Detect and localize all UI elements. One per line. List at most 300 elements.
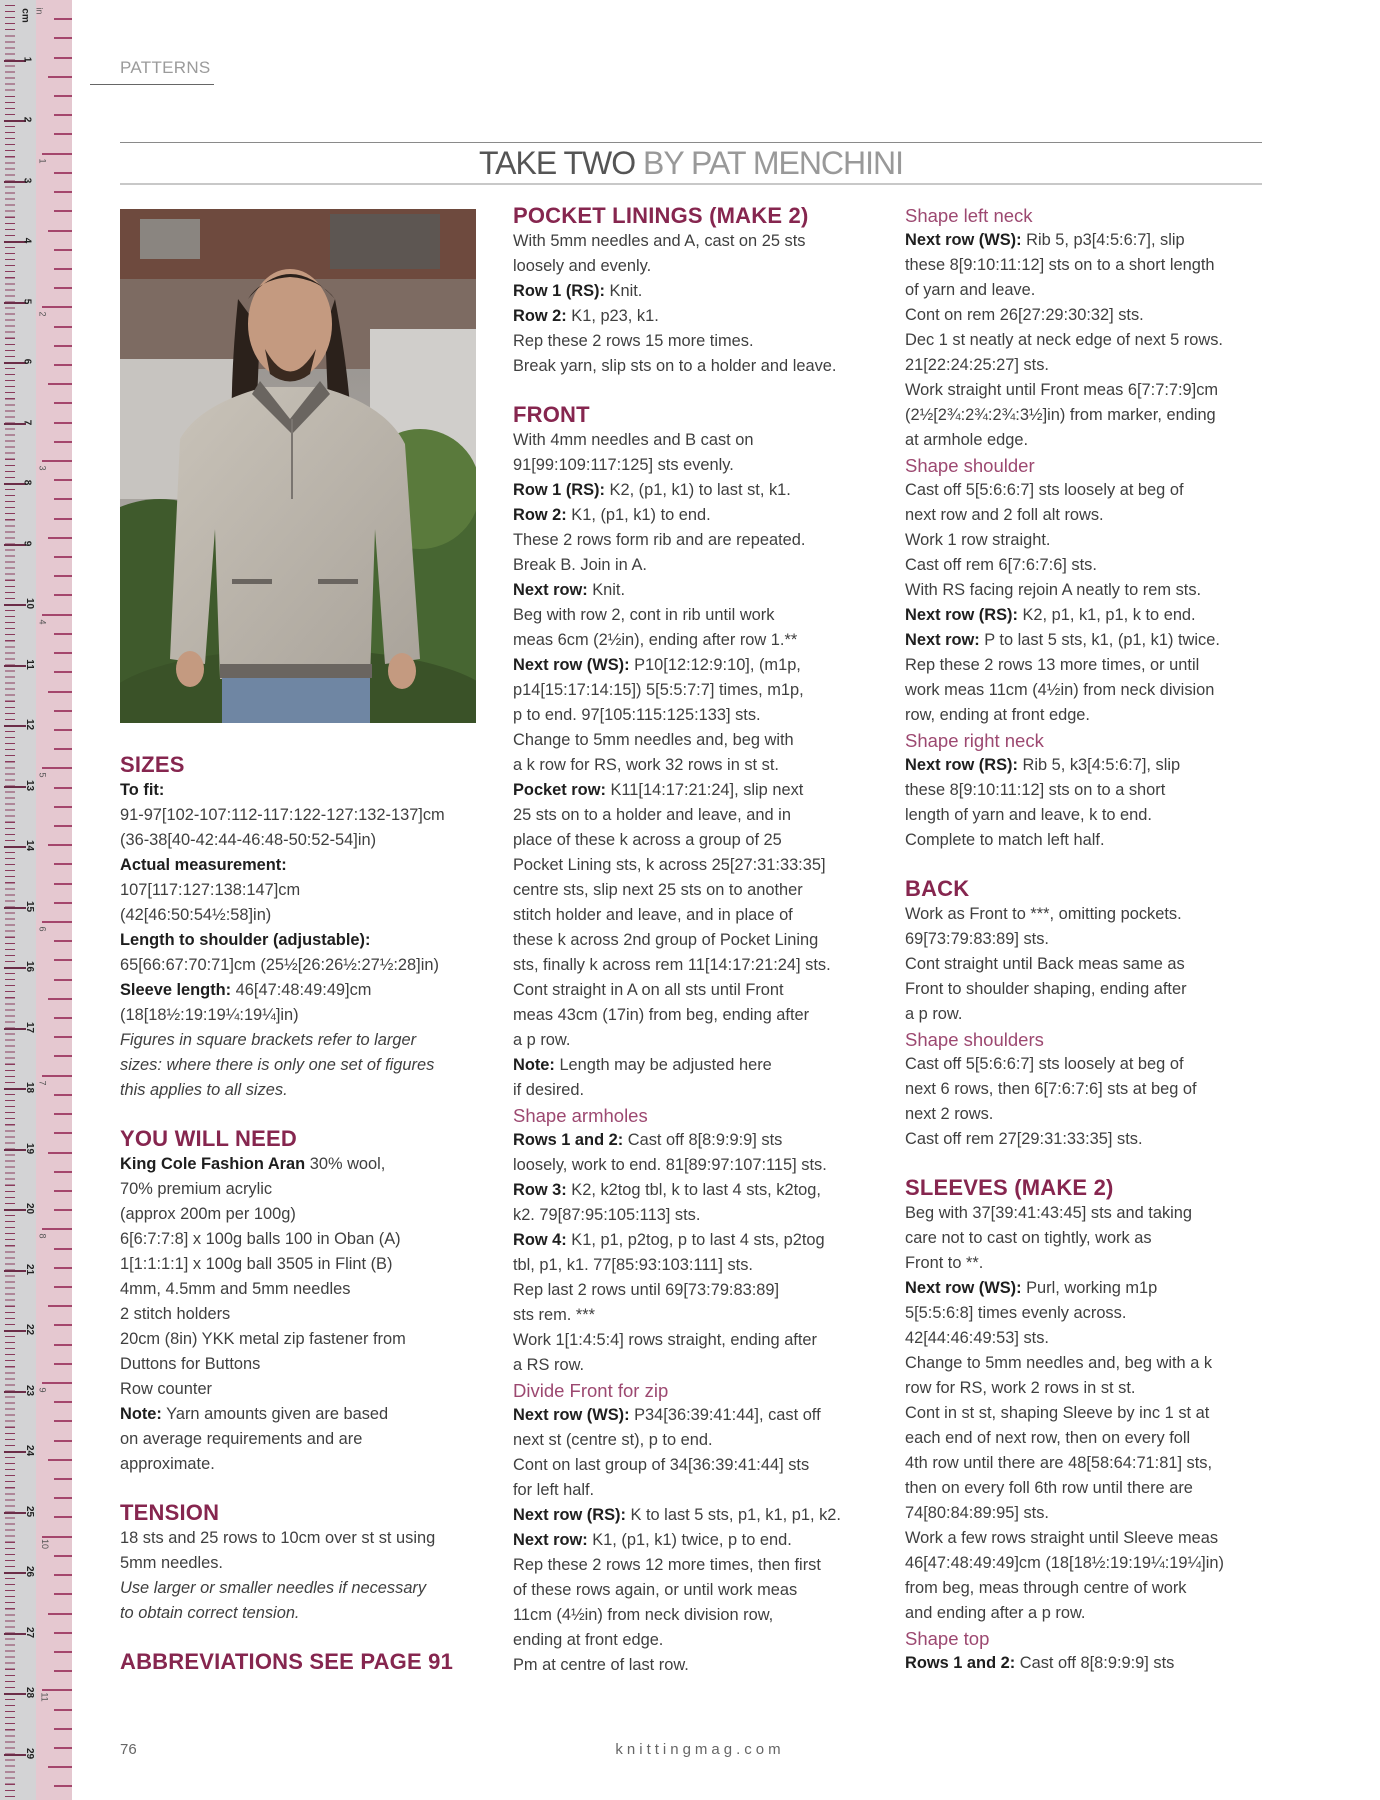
ruler-inch-tick [48, 998, 72, 1000]
instruction-line [513, 1403, 841, 1428]
section-heading: POCKET LININGS (MAKE 2) [513, 203, 809, 228]
ruler-inch-tick [48, 1305, 72, 1307]
instruction-text: Cast off 8[8:9:9:9] sts [623, 1131, 783, 1149]
instruction-text: Length may be adjusted here [554, 1056, 772, 1074]
ruler-inch-tick [54, 1709, 72, 1711]
instruction-line [513, 1328, 841, 1353]
instruction-line [513, 1178, 841, 1203]
instruction-text: a RS row. [513, 1356, 585, 1374]
instruction-text: a p row. [905, 1005, 963, 1023]
instruction-text: meas 43cm (17in) from beg, ending after [513, 1006, 810, 1024]
instruction-line [120, 1053, 453, 1078]
ruler-inch-tick [42, 153, 72, 155]
instruction-label: King Cole Fashion Aran [120, 1155, 306, 1173]
instruction-text: Cast off rem 6[7:6:7:6] sts. [905, 556, 1097, 574]
subsection-heading: Shape shoulders [905, 1029, 1044, 1050]
ruler-inch-tick [54, 902, 72, 904]
ruler-inch-number: 2 [37, 311, 48, 317]
instruction-line [905, 228, 1224, 253]
ruler-inch-tick [54, 364, 72, 366]
instruction-line [513, 1428, 841, 1453]
instruction-text: 4mm, 4.5mm and 5mm needles [120, 1280, 351, 1298]
ruler-cm-tick [4, 1270, 26, 1272]
ruler-inch-number: 1 [37, 158, 48, 164]
instruction-line [905, 1276, 1224, 1301]
instruction-line [120, 1202, 453, 1227]
instruction-label: Next row (WS): [905, 1279, 1022, 1297]
ruler-inch-tick [54, 863, 72, 865]
instruction-text: (36-38[40-42:44-46:48-50:52-54]in) [120, 831, 377, 849]
instruction-line [513, 1253, 841, 1278]
italic-note: this applies to all sizes. [120, 1081, 288, 1099]
instruction-line [905, 1251, 1224, 1276]
instruction-line [513, 279, 841, 304]
ruler-inch-number: 11 [39, 1692, 50, 1703]
ruler-inch-tick [54, 1113, 72, 1115]
ruler-cm-number: 6 [21, 358, 33, 365]
ruler-inch-tick [54, 1555, 72, 1557]
instruction-text: 18 sts and 25 rows to 10cm over st st using [120, 1529, 436, 1547]
ruler-inch-tick [54, 191, 72, 193]
instruction-line [905, 952, 1224, 977]
instruction-text: Break yarn, slip sts on to a holder and leave. [513, 357, 837, 375]
instruction-line [513, 1628, 841, 1653]
instruction-label: Row 1 (RS): [513, 282, 605, 300]
ruler-inch-tick [54, 806, 72, 808]
instruction-text: if desired. [513, 1081, 585, 1099]
instruction-text: these k across 2nd group of Pocket Lining [513, 931, 819, 949]
ruler-inch-number: 7 [37, 1080, 48, 1086]
instruction-text: Knit. [587, 581, 626, 599]
instruction-label: Note: [513, 1056, 555, 1074]
instruction-text: 91-97[102-107:112-117:122-127:132-137]cm [120, 806, 445, 824]
instruction-text: P10[12:12:9:10], (m1p, [629, 656, 801, 674]
ruler-inch-tick [48, 1613, 72, 1615]
section-heading: SLEEVES (MAKE 2) [905, 1175, 1114, 1200]
ruler-inch-number: 5 [37, 772, 48, 778]
ruler-inch-tick [54, 1190, 72, 1192]
subsection-heading: Shape right neck [905, 730, 1044, 751]
instruction-text: Cont on rem 26[27:29:30:32] sts. [905, 306, 1144, 324]
instruction-line [905, 328, 1224, 353]
instruction-line [120, 1252, 453, 1277]
ruler-inch-tick [54, 748, 72, 750]
ruler-inch-tick [42, 306, 72, 308]
ruler-inch-tick [54, 1728, 72, 1730]
instruction-text: next 2 rows. [905, 1105, 994, 1123]
ruler-cm-number: 16 [24, 960, 36, 973]
instruction-line [120, 1227, 453, 1252]
ruler-inch-tick [54, 422, 72, 424]
instruction-line [513, 1228, 841, 1253]
ruler-cm-tick [4, 1088, 26, 1090]
instruction-line [905, 1376, 1224, 1401]
instruction-line [513, 953, 841, 978]
instruction-line [513, 628, 841, 653]
ruler-cm-number: 24 [24, 1444, 36, 1457]
instruction-text: Change to 5mm needles and, beg with a k [905, 1354, 1213, 1372]
instruction-line [905, 1401, 1224, 1426]
ruler-inch-tick [54, 1324, 72, 1326]
instruction-label: Row 3: [513, 1181, 567, 1199]
instruction-line [905, 902, 1224, 927]
ruler-inch-tick [54, 479, 72, 481]
instruction-line [905, 278, 1224, 303]
instruction-line [513, 728, 841, 753]
instruction-line [513, 653, 841, 678]
instruction-text: Cont straight until Back meas same as [905, 955, 1185, 973]
ruler-inch-tick [54, 402, 72, 404]
instruction-line [905, 1201, 1224, 1226]
instruction-line [905, 503, 1224, 528]
instruction-text: K2, k2tog tbl, k to last 4 sts, k2tog, [566, 1181, 821, 1199]
instruction-line [120, 1427, 453, 1452]
ruler-cm-number: 15 [24, 900, 36, 912]
ruler-cm-number: 26 [24, 1565, 36, 1578]
ruler-inch-tick [54, 1574, 72, 1576]
instruction-line [905, 403, 1224, 428]
ruler-cm-tick [4, 786, 26, 788]
instruction-text: on average requirements and are [120, 1430, 363, 1448]
ruler-cm-number: 9 [21, 540, 33, 546]
ruler-inch-tick [42, 1075, 72, 1077]
ruler-inch-tick [54, 1209, 72, 1211]
instruction-line [905, 1576, 1224, 1601]
instruction-text: p to end. 97[105:115:125:133] sts. [513, 706, 761, 724]
instruction-text: Cont on last group of 34[36:39:41:44] sts [513, 1456, 810, 1474]
instruction-line [513, 1478, 841, 1503]
ruler-inch-tick [54, 1516, 72, 1518]
instruction-line [513, 1653, 841, 1678]
instruction-line [513, 528, 841, 553]
instruction-line [905, 1651, 1224, 1676]
instruction-line [120, 953, 453, 978]
ruler-cm-tick [4, 725, 26, 727]
instruction-line [120, 1551, 453, 1576]
instruction-text: 20cm (8in) YKK metal zip fastener from [120, 1330, 406, 1348]
instruction-line [120, 1003, 453, 1028]
ruler-inch-tick [54, 1171, 72, 1173]
italic-note: to obtain correct tension. [120, 1604, 300, 1622]
instruction-label: Next row: [513, 581, 588, 599]
instruction-line [905, 1102, 1224, 1127]
instruction-text: (2½[2¾:2¾:2¾:3½]in) from marker, ending [905, 406, 1216, 424]
ruler-cm-tick [4, 1572, 26, 1574]
instruction-line [905, 1052, 1224, 1077]
instruction-line [120, 1302, 453, 1327]
ruler-inch-tick [54, 1497, 72, 1499]
instruction-text: then on every foll 6th row until there are [905, 1479, 1193, 1497]
instruction-line [905, 1326, 1224, 1351]
ruler-cm-label: cm [19, 8, 31, 23]
ruler-inch-tick [54, 594, 72, 596]
instruction-line [513, 1153, 841, 1178]
ruler-cm-number: 23 [24, 1384, 36, 1396]
instruction-text: centre sts, slip next 25 sts on to another [513, 881, 803, 899]
instruction-line [513, 1003, 841, 1028]
instruction-line [905, 253, 1224, 278]
instruction-text: for left half. [513, 1481, 595, 1499]
instruction-text: sts, finally k across rem 11[14:17:21:24] sts. [513, 956, 831, 974]
instruction-line [120, 1377, 453, 1402]
ruler-inch-tick [54, 249, 72, 251]
ruler-inch-tick [54, 1670, 72, 1672]
ruler-inch-tick [54, 1363, 72, 1365]
instruction-text: Complete to match left half. [905, 831, 1105, 849]
ruler-inch-number: 4 [37, 619, 48, 625]
ruler-inch-tick [54, 1132, 72, 1134]
instruction-text: 30% wool, [305, 1155, 386, 1173]
ruler-inch-tick [54, 979, 72, 981]
instruction-text: K1, p23, k1. [566, 307, 659, 325]
instruction-line [905, 378, 1224, 403]
ruler-inch-scale [36, 0, 72, 1800]
instruction-text: each end of next row, then on every foll [905, 1429, 1191, 1447]
instruction-text: K1, (p1, k1) to end. [566, 506, 711, 524]
instruction-line [905, 1226, 1224, 1251]
instruction-text: 107[117:127:138:147]cm [120, 881, 301, 899]
ruler-cm-number: 18 [24, 1081, 36, 1094]
instruction-text: meas 6cm (2½in), ending after row 1.** [513, 631, 798, 649]
subsection-heading: Divide Front for zip [513, 1380, 669, 1401]
section-label: PATTERNS [120, 58, 211, 77]
instruction-line [905, 1476, 1224, 1501]
ruler-inch-number: 10 [40, 1538, 51, 1549]
instruction-text: loosely and evenly. [513, 257, 652, 275]
instruction-text: Pm at centre of last row. [513, 1656, 689, 1674]
instruction-line [905, 778, 1224, 803]
ruler-inch-tick [54, 1651, 72, 1653]
ruler-inch-tick [54, 210, 72, 212]
ruler-inch-tick [54, 345, 72, 347]
instruction-text: Change to 5mm needles and, beg with [513, 731, 794, 749]
instruction-line [120, 1028, 453, 1053]
ruler-cm-number: 29 [24, 1747, 36, 1759]
ruler-inch-number: 8 [37, 1233, 48, 1239]
instruction-text: 4th row until there are 48[58:64:71:81] sts, [905, 1454, 1213, 1472]
ruler-cm-number: 21 [24, 1263, 36, 1275]
instruction-line [120, 1277, 453, 1302]
ruler-cm-number: 2 [21, 116, 33, 123]
instruction-text: 25 sts on to a holder and leave, and in [513, 806, 791, 824]
section-heading: TENSION [120, 1500, 220, 1525]
instruction-label: To fit: [120, 781, 165, 799]
measuring-ruler [0, 0, 72, 1800]
column-right [905, 203, 1224, 1676]
ruler-inch-tick [42, 1536, 72, 1538]
ruler-cm-number: 28 [24, 1686, 36, 1699]
instruction-line [120, 1601, 453, 1626]
instruction-line [905, 753, 1224, 778]
instruction-text: from beg, meas through centre of work [905, 1579, 1187, 1597]
ruler-cm-tick [4, 846, 26, 848]
ruler-inch-tick [54, 729, 72, 731]
ruler-inch-tick [54, 825, 72, 827]
instruction-line [120, 878, 453, 903]
ruler-inch-tick [54, 18, 72, 20]
instruction-line [513, 578, 841, 603]
instruction-text: Cont straight in A on all sts until Front [513, 981, 784, 999]
ruler-cm-tick [4, 1391, 26, 1393]
instruction-text: of yarn and leave. [905, 281, 1036, 299]
ruler-inch-tick [54, 1344, 72, 1346]
instruction-text: these 8[9:10:11:12] sts on to a short length [905, 256, 1215, 274]
ruler-inch-tick [42, 921, 72, 923]
instruction-line [513, 1528, 841, 1553]
instruction-line [513, 1078, 841, 1103]
instruction-text: Work 1 row straight. [905, 531, 1051, 549]
ruler-inch-tick [54, 940, 72, 942]
ruler-cm-number: 8 [21, 479, 33, 486]
ruler-cm-number: 13 [24, 779, 36, 791]
instruction-text: 5[5:5:6:8] times evenly across. [905, 1304, 1127, 1322]
instruction-line [120, 828, 453, 853]
instruction-line [513, 1553, 841, 1578]
instruction-text: With RS facing rejoin A neatly to rem sts. [905, 581, 1202, 599]
instruction-line [513, 428, 841, 453]
instruction-line [513, 778, 841, 803]
instruction-line [513, 1453, 841, 1478]
column-middle [513, 203, 841, 1678]
ruler-inch-tick [54, 1036, 72, 1038]
instruction-label: Row 4: [513, 1231, 567, 1249]
instruction-text: 65[66:67:70:71]cm (25½[26:26½:27½:28]in) [120, 956, 439, 974]
ruler-cm-tick [4, 1633, 26, 1635]
ruler-cm-tick [4, 1330, 26, 1332]
instruction-line [905, 977, 1224, 1002]
instruction-line [120, 903, 453, 928]
ruler-inch-tick [54, 556, 72, 558]
instruction-line [513, 603, 841, 628]
section-heading: BACK [905, 876, 970, 901]
instruction-text: Pocket Lining sts, k across 25[27:31:33:35] [513, 856, 826, 874]
ruler-inch-number: 9 [37, 1387, 48, 1393]
instruction-label: Rows 1 and 2: [905, 1654, 1016, 1672]
instruction-line [120, 803, 453, 828]
instruction-text: Rep these 2 rows 12 more times, then first [513, 1556, 821, 1574]
instruction-label: Next row (RS): [905, 756, 1018, 774]
ruler-cm-number: 3 [21, 177, 33, 183]
instruction-text: Break B. Join in A. [513, 556, 647, 574]
instruction-line [905, 353, 1224, 378]
instruction-line [905, 1526, 1224, 1551]
instruction-text: Rib 5, k3[4:5:6:7], slip [1017, 756, 1181, 774]
section-underline [90, 84, 214, 85]
instruction-line [905, 1077, 1224, 1102]
ruler-inch-tick [42, 1228, 72, 1230]
instruction-line [120, 778, 453, 803]
instruction-text: K1, p1, p2tog, p to last 4 sts, p2tog [566, 1231, 825, 1249]
instruction-text: sts rem. *** [513, 1306, 595, 1324]
instruction-line [905, 1601, 1224, 1626]
sweater-photo-illustration [120, 209, 476, 723]
instruction-text: Rep these 2 rows 13 more times, or until [905, 656, 1200, 674]
page-number: 76 [120, 1741, 137, 1758]
ruler-inch-tick [54, 710, 72, 712]
section-heading: SIZES [120, 752, 185, 777]
instruction-label: Note: [120, 1405, 162, 1423]
instruction-line [120, 928, 453, 953]
ruler-in-label: in [34, 7, 45, 15]
instruction-text: tbl, p1, k1. 77[85:93:103:111] sts. [513, 1256, 753, 1274]
instruction-line [120, 978, 453, 1003]
ruler-cm-tick [4, 907, 26, 909]
ruler-inch-tick [48, 230, 72, 232]
instruction-text: next st (centre st), p to end. [513, 1431, 713, 1449]
instruction-line [905, 703, 1224, 728]
ruler-inch-tick [54, 1017, 72, 1019]
ruler-cm-tick [4, 1149, 26, 1151]
ruler-inch-tick [54, 1747, 72, 1749]
instruction-line [905, 428, 1224, 453]
column-left [120, 752, 453, 1675]
instruction-text: k2. 79[87:95:105:113] sts. [513, 1206, 701, 1224]
instruction-label: Next row (RS): [513, 1506, 626, 1524]
ruler-inch-tick [54, 1401, 72, 1403]
instruction-text: row, ending at front edge. [905, 706, 1090, 724]
instruction-line [905, 1002, 1224, 1027]
instruction-text: length of yarn and leave, k to end. [905, 806, 1152, 824]
instruction-label: Row 1 (RS): [513, 481, 605, 499]
ruler-inch-tick [54, 287, 72, 289]
italic-note: Figures in square brackets refer to larger [120, 1031, 417, 1049]
italic-note: sizes: where there is only one set of figures [120, 1056, 435, 1074]
instruction-text: Cast off rem 27[29:31:33:35] sts. [905, 1130, 1143, 1148]
model-photo [120, 209, 476, 723]
instruction-line [905, 553, 1224, 578]
instruction-line [513, 354, 841, 379]
pattern-title [120, 145, 1262, 182]
ruler-inch-tick [54, 37, 72, 39]
instruction-text: 2 stitch holders [120, 1305, 231, 1323]
ruler-inch-tick [54, 1420, 72, 1422]
instruction-text: 74[80:84:89:95] sts. [905, 1504, 1049, 1522]
instruction-line [513, 803, 841, 828]
instruction-line [513, 1053, 841, 1078]
instruction-line [120, 1152, 453, 1177]
instruction-line [905, 1551, 1224, 1576]
instruction-text: 5mm needles. [120, 1554, 223, 1572]
instruction-text: Cast off 5[5:6:6:7] sts loosely at beg of [905, 481, 1184, 499]
instruction-text: and ending after a p row. [905, 1604, 1086, 1622]
instruction-line [513, 978, 841, 1003]
instruction-line [513, 878, 841, 903]
ruler-cm-number: 10 [24, 597, 36, 610]
ruler-inch-tick [48, 537, 72, 539]
ruler-inch-tick [48, 1152, 72, 1154]
subsection-heading: Shape armholes [513, 1105, 648, 1126]
instruction-text: Cont in st st, shaping Sleeve by inc 1 st at [905, 1404, 1210, 1422]
instruction-line [513, 478, 841, 503]
instruction-text: Dec 1 st neatly at neck edge of next 5 rows. [905, 331, 1223, 349]
instruction-text: Front to shoulder shaping, ending after [905, 980, 1187, 998]
instruction-line [905, 1301, 1224, 1326]
instruction-text: P34[36:39:41:44], cast off [629, 1406, 821, 1424]
section-heading: YOU WILL NEED [120, 1126, 297, 1151]
pattern-name: TAKE TWO [478, 145, 636, 181]
ruler-inch-tick [42, 767, 72, 769]
ruler-cm-number: 4 [21, 237, 33, 244]
instruction-text: 21[22:24:25:27] sts. [905, 356, 1049, 374]
instruction-text: These 2 rows form rib and are repeated. [513, 531, 806, 549]
instruction-text: 42[44:46:49:53] sts. [905, 1329, 1049, 1347]
ruler-cm-number: 17 [24, 1021, 36, 1033]
instruction-line [513, 503, 841, 528]
ruler-inch-tick [54, 1785, 72, 1787]
instruction-line [905, 478, 1224, 503]
instruction-label: Row 2: [513, 307, 567, 325]
instruction-text: a k row for RS, work 32 rows in st st. [513, 756, 779, 774]
